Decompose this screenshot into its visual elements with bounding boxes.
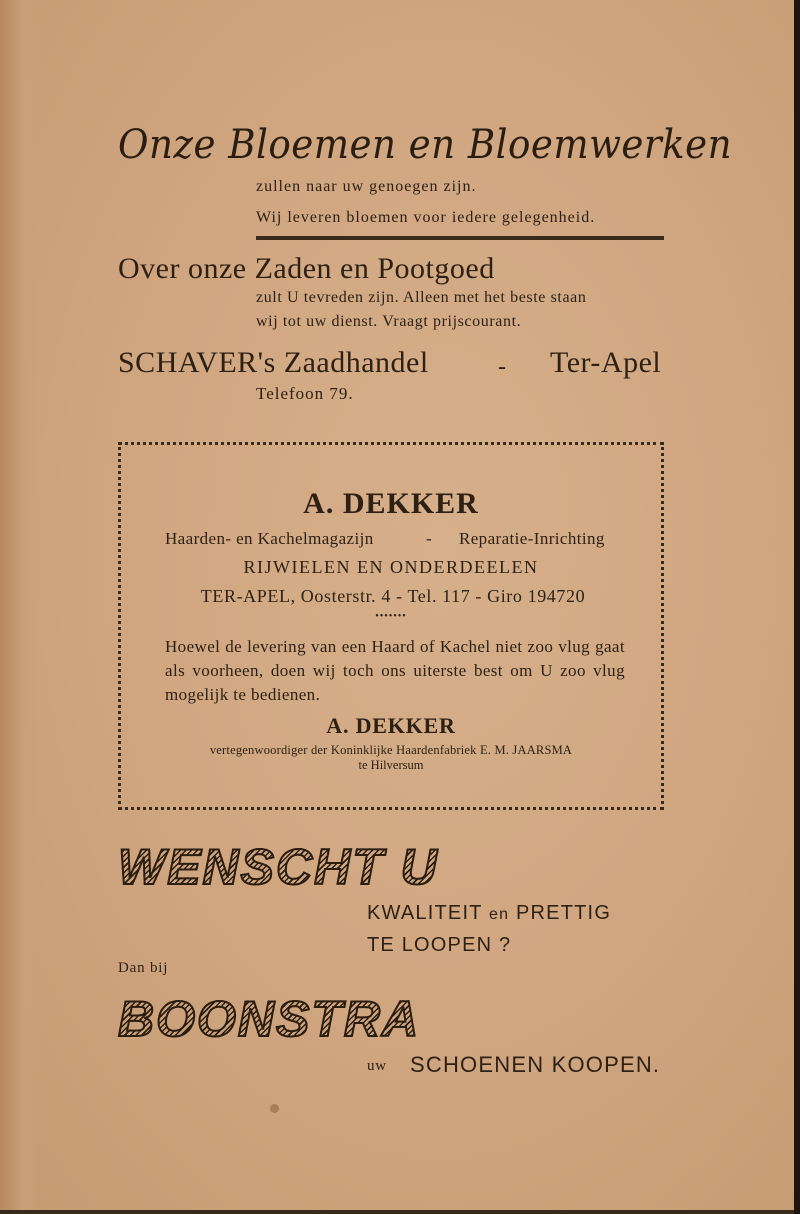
business-phone: Telefoon 79.: [256, 384, 354, 403]
dekker-divider: •••••••: [375, 611, 407, 622]
wenscht-headline: WENSCHT U: [118, 839, 439, 895]
dekker-advert-box: [118, 442, 664, 810]
dan-bij-text: Dan bij: [118, 960, 169, 976]
quality-line: [367, 902, 611, 925]
dekker-service-1: Haarden- en Kachelmagazijn: [165, 529, 374, 548]
heavy-rule: [256, 236, 664, 240]
paper-stain: [270, 1104, 279, 1113]
seeds-line-2: wij tot uw dienst. Vraagt prijscourant.: [256, 313, 522, 330]
dekker-products: RIJWIELEN EN ONDERDEELEN: [243, 557, 539, 577]
flowers-line-1: zullen naar uw genoegen zijn.: [256, 178, 477, 195]
business-separator: -: [498, 354, 506, 380]
dekker-service-2: Reparatie-Inrichting: [459, 529, 605, 548]
boonstra-brand: BOONSTRA: [118, 991, 421, 1047]
dekker-separator: -: [426, 529, 432, 548]
closing-text: SCHOENEN KOOPEN.: [410, 1052, 661, 1077]
dekker-location: te Hilversum: [358, 758, 424, 772]
quality-prettig: PRETTIG: [516, 902, 612, 924]
flowers-title: Onze Bloemen en Bloemwerken: [118, 122, 733, 168]
closing-uw: uw: [367, 1058, 387, 1074]
seeds-heading: Over onze Zaden en Pootgoed: [118, 252, 495, 285]
page-edge: [0, 1210, 800, 1214]
dekker-representative: vertegenwoordiger der Koninklijke Haardenfabriek E. M. JAARSMA: [209, 743, 573, 757]
dekker-message: Hoewel de levering van een Haard of Kachel niet zoo vlug gaat als voorheen, doen wij toch ons uiterste best om U zoo vlug mogelijk te bedienen.: [165, 637, 625, 704]
business-place: Ter-Apel: [550, 346, 662, 379]
quality-en: en: [489, 906, 510, 923]
flowers-line-2: Wij leveren bloemen voor iedere gelegenheid.: [256, 209, 596, 226]
quality-word: KWALITEIT: [367, 902, 483, 924]
dekker-heading: A. DEKKER: [303, 487, 479, 520]
business-name: SCHAVER's Zaadhandel: [118, 346, 429, 379]
dekker-signature: A. DEKKER: [326, 713, 456, 738]
dekker-address: TER-APEL, Oosterstr. 4 - Tel. 117 - Giro 194720: [200, 586, 586, 606]
seeds-line-1: zult U tevreden zijn. Alleen met het beste staan: [256, 289, 587, 306]
loopen-line: TE LOOPEN ?: [367, 934, 512, 956]
